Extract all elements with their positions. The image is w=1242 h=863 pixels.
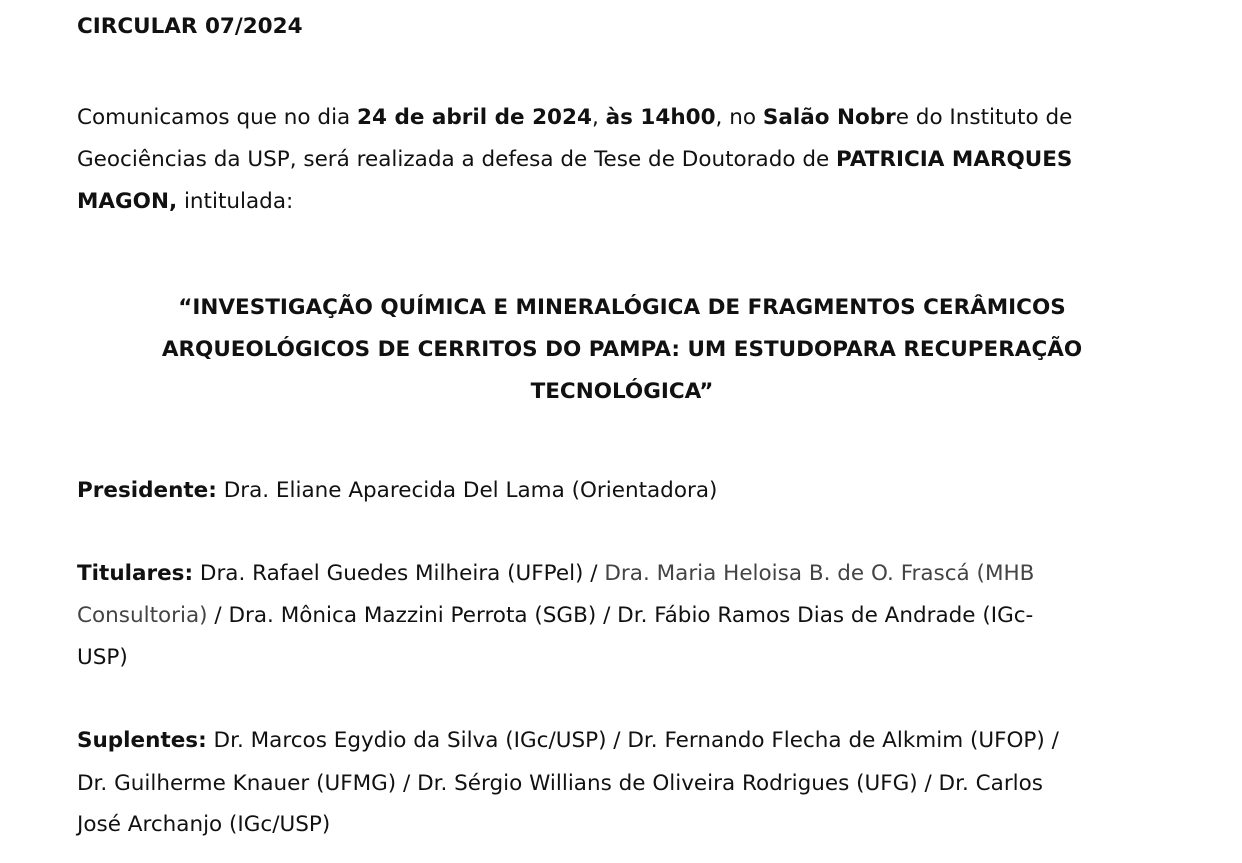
- venue: Salão Nobr: [762, 105, 896, 130]
- presidente-label: Presidente:: [77, 478, 217, 503]
- suplentes-label: Suplentes:: [77, 728, 207, 753]
- intro-line-3: MAGON, intitulada:: [77, 189, 294, 214]
- defense-time: às 14h00: [605, 105, 716, 130]
- intro-line-2: Geociências da USP, será realizada a defesa de Tese de Doutorado de PATRICIA MARQUES: [77, 147, 1073, 172]
- thesis-title-line-2: ARQUEOLÓGICOS DE CERRITOS DO PAMPA: UM ESTUDOPARA RECUPERAÇÃO: [161, 337, 1083, 362]
- titulares-line-1: Titulares: Dra. Rafael Guedes Milheira (UFPel) / Dra. Maria Heloisa B. de O. Frascá (MHB: [77, 561, 1035, 586]
- presidente-line: Presidente: Dra. Eliane Aparecida Del Lama (Orientadora): [77, 478, 718, 503]
- defense-date: 24 de abril de 2024: [357, 105, 592, 130]
- titulares-line-3: USP): [77, 645, 128, 670]
- candidate-surname: MAGON,: [77, 189, 178, 214]
- thesis-title-line-3: TECNOLÓGICA”: [530, 379, 714, 404]
- thesis-title-line-1: “INVESTIGAÇÃO QUÍMICA E MINERALÓGICA DE FRAGMENTOS CERÂMICOS: [178, 295, 1066, 320]
- suplentes-line-2: Dr. Guilherme Knauer (UFMG) / Dr. Sérgio Willians de Oliveira Rodrigues (UFG) / Dr. Carlos: [77, 771, 1043, 796]
- titulares-line-2: Consultoria) / Dra. Mônica Mazzini Perrota (SGB) / Dr. Fábio Ramos Dias de Andrade (IGc-: [77, 603, 1034, 628]
- candidate-name: PATRICIA MARQUES: [836, 147, 1073, 172]
- suplentes-line-1: Suplentes: Dr. Marcos Egydio da Silva (IGc/USP) / Dr. Fernando Flecha de Alkmim (UFOP) /: [77, 728, 1059, 753]
- titulares-label: Titulares:: [77, 561, 194, 586]
- circular-heading: CIRCULAR 07/2024: [77, 14, 303, 39]
- intro-line-1: Comunicamos que no dia 24 de abril de 2024, às 14h00, no Salão Nobre do Instituto de: [77, 105, 1073, 130]
- suplentes-line-3: José Archanjo (IGc/USP): [77, 812, 331, 837]
